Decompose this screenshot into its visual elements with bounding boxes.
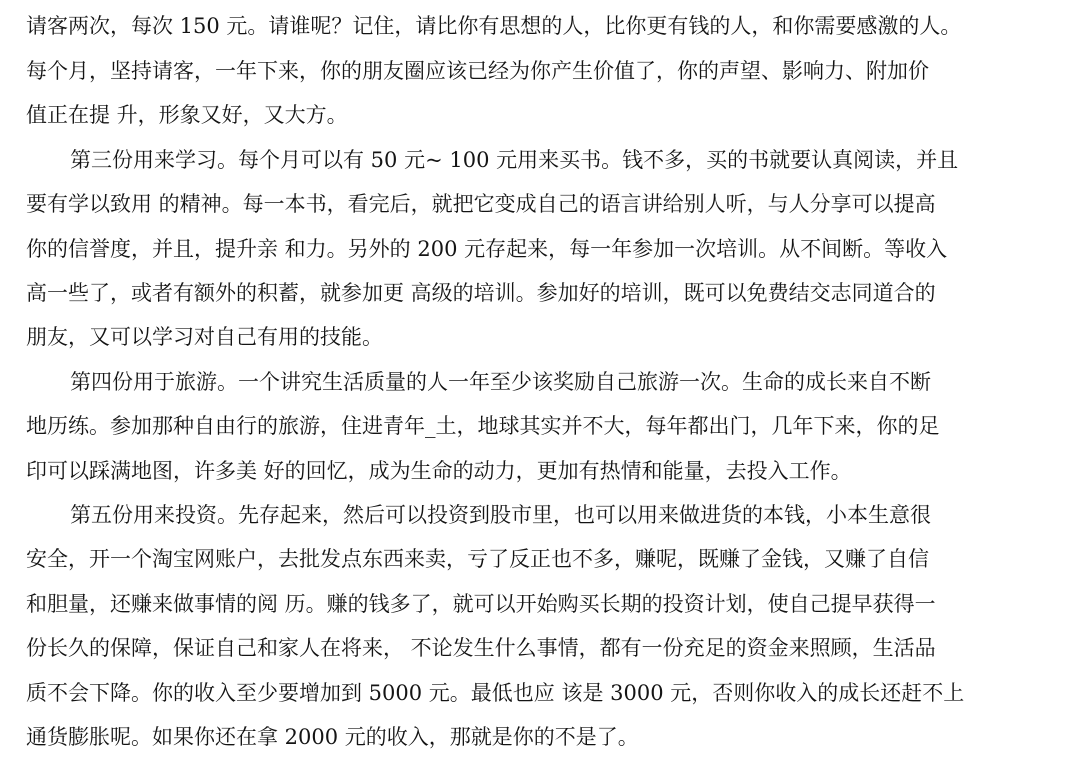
text-line: 印可以踩满地图，许多美 好的回忆，成为生命的动力，更加有热情和能量，去投入工作。 bbox=[26, 459, 852, 483]
paragraph-start-line: 第四份用于旅游。一个讲究生活质量的人一年至少该奖励自己旅游一次。生命的成长来自不断 bbox=[70, 370, 931, 394]
text-line: 和胆量，还赚来做事情的阅 历。赚的钱多了，就可以开始购买长期的投资计划，使自己提早获得一 bbox=[26, 592, 936, 616]
paragraph-start-line: 第五份用来投资。先存起来，然后可以投资到股市里，也可以用来做进货的本钱，小本生意很 bbox=[70, 503, 931, 527]
text-line: 值正在提 升，形象又好，又大方。 bbox=[26, 103, 348, 127]
text-line: 要有学以致用 的精神。每一本书，看完后，就把它变成自己的语言讲给别人听，与人分享可以提高 bbox=[26, 192, 936, 216]
text-line: 每个月，坚持请客，一年下来，你的朋友圈应该已经为你产生价值了，你的声望、影响力、附加价 bbox=[26, 59, 929, 83]
text-line: 通货膨胀呢。如果你还在拿 2000 元的收入，那就是你的不是了。 bbox=[26, 725, 639, 749]
text-line: 你的信誉度，并且，提升亲 和力。另外的 200 元存起来，每一年参加一次培训。从不间断。等收入 bbox=[26, 237, 948, 261]
text-line: 份长久的保障，保证自己和家人在将来， 不论发生什么事情，都有一份充足的资金来照顾，生活品 bbox=[26, 636, 936, 660]
text-line: 高一些了，或者有额外的积蓄，就参加更 高级的培训。参加好的培训，既可以免费结交志同道合的 bbox=[26, 281, 936, 305]
text-line: 请客两次，每次 150 元。请谁呢？记住，请比你有思想的人，比你更有钱的人，和你需要感激的人。 bbox=[26, 14, 962, 38]
paragraph-start-line: 第三份用来学习。每个月可以有 50 元~ 100 元用来买书。钱不多，买的书就要认真阅读，并且 bbox=[70, 148, 959, 172]
text-line: 地历练。参加那种自由行的旅游，住进青年_土，地球其实并不大，每年都出门，几年下来，你的足 bbox=[26, 414, 940, 438]
text-line: 朋友，又可以学习对自己有用的技能。 bbox=[26, 325, 383, 349]
text-line: 安全，开一个淘宝网账户，去批发点东西来卖，亏了反正也不多，赚呢，既赚了金钱，又赚了自信 bbox=[26, 547, 929, 571]
text-line: 质不会下降。你的收入至少要增加到 5000 元。最低也应 该是 3000 元，否则你收入的成长还赶不上 bbox=[26, 681, 965, 705]
